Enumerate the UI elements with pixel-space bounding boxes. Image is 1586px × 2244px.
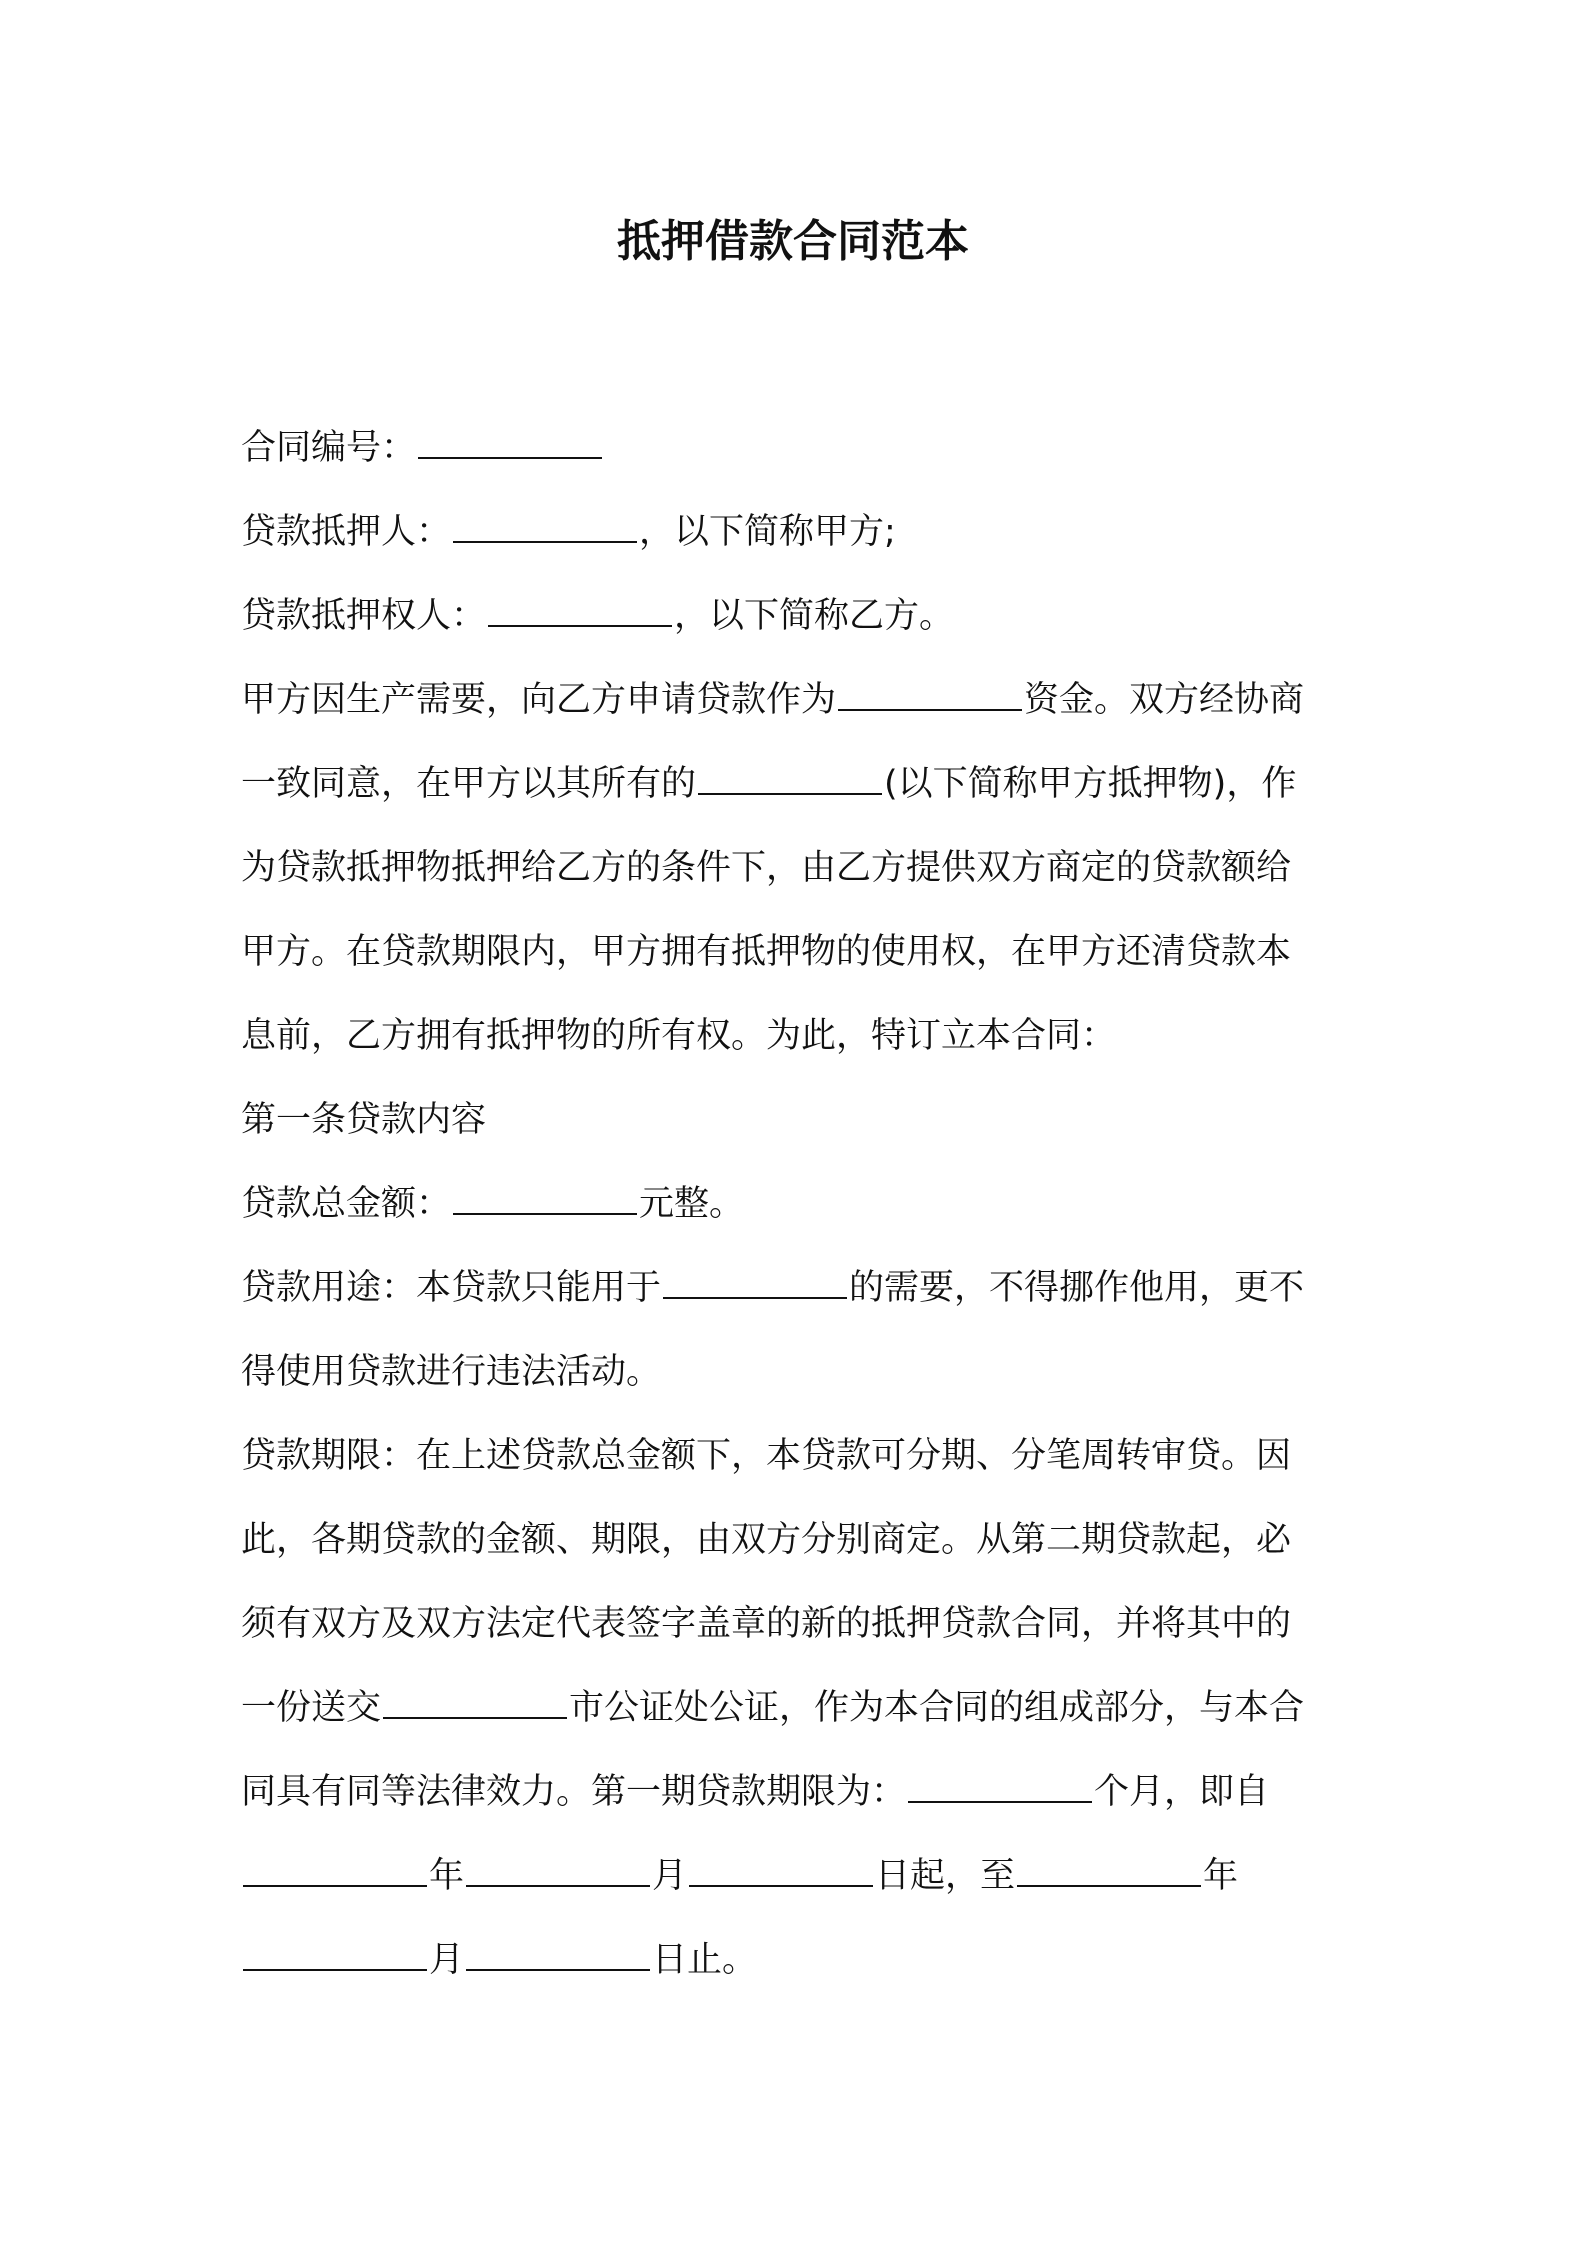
contract-line: [241, 658, 1356, 742]
contract-line: [241, 406, 1356, 490]
fill-in-blank: [383, 1687, 567, 1719]
fill-in-blank: [453, 1183, 637, 1215]
contract-text: 此，各期贷款的金额、期限，由双方分别商定。从第二期贷款起，必: [241, 1520, 1292, 1560]
fill-in-blank: [466, 1855, 650, 1887]
contract-text: 日止。: [652, 1940, 758, 1980]
contract-line: [241, 490, 1356, 574]
contract-text: 贷款用途：本贷款只能用于: [241, 1268, 662, 1308]
contract-text: 贷款总金额：: [241, 1184, 452, 1224]
contract-text: 个月，即自: [1094, 1772, 1270, 1812]
contract-line: [241, 1582, 1356, 1666]
contract-text: 第一条贷款内容: [241, 1100, 487, 1140]
contract-text: 合同编号：: [241, 428, 417, 468]
fill-in-blank: [418, 427, 602, 459]
contract-text: ，以下简称乙方。: [674, 596, 955, 636]
fill-in-blank: [689, 1855, 873, 1887]
contract-line: [241, 1918, 1356, 2002]
contract-line: [241, 826, 1356, 910]
fill-in-blank: [663, 1267, 847, 1299]
contract-text: 年: [1203, 1856, 1239, 1896]
contract-text: 为贷款抵押物抵押给乙方的条件下，由乙方提供双方商定的贷款额给: [241, 848, 1292, 888]
contract-line: [241, 1330, 1356, 1414]
fill-in-blank: [243, 1855, 427, 1887]
contract-text: (以下简称甲方抵押物)，作: [884, 764, 1297, 804]
contract-text: 一致同意，在甲方以其所有的: [241, 764, 697, 804]
contract-line: [241, 1834, 1356, 1918]
contract-line: [241, 994, 1356, 1078]
fill-in-blank: [908, 1771, 1092, 1803]
contract-text: 月: [429, 1940, 465, 1980]
contract-text: 甲方。在贷款期限内，甲方拥有抵押物的使用权，在甲方还清贷款本: [241, 932, 1292, 972]
document-body: [241, 406, 1356, 2002]
contract-text: 贷款抵押人：: [241, 512, 452, 552]
contract-text: 月: [652, 1856, 688, 1896]
contract-text: 的需要，不得挪作他用，更不: [849, 1268, 1305, 1308]
contract-line: [241, 1078, 1356, 1162]
contract-line: [241, 1162, 1356, 1246]
fill-in-blank: [1017, 1855, 1201, 1887]
contract-line: [241, 1666, 1356, 1750]
contract-text: 元整。: [639, 1184, 745, 1224]
fill-in-blank: [466, 1939, 650, 1971]
fill-in-blank: [453, 511, 637, 543]
fill-in-blank: [838, 679, 1022, 711]
contract-line: [241, 1246, 1356, 1330]
contract-text: 贷款期限：在上述贷款总金额下，本贷款可分期、分笔周转审贷。因: [241, 1436, 1292, 1476]
contract-text: 一份送交: [241, 1688, 382, 1728]
contract-text: 日起，至: [875, 1856, 1016, 1896]
contract-text: 贷款抵押权人：: [241, 596, 487, 636]
contract-line: [241, 1750, 1356, 1834]
contract-text: ，以下简称甲方;: [639, 512, 896, 552]
fill-in-blank: [488, 595, 672, 627]
contract-line: [241, 742, 1356, 826]
contract-text: 市公证处公证，作为本合同的组成部分，与本合: [569, 1688, 1305, 1728]
contract-text: 资金。双方经协商: [1024, 680, 1305, 720]
contract-text: 得使用贷款进行违法活动。: [241, 1352, 662, 1392]
contract-text: 甲方因生产需要，向乙方申请贷款作为: [241, 680, 837, 720]
contract-text: 须有双方及双方法定代表签字盖章的新的抵押贷款合同，并将其中的: [241, 1604, 1292, 1644]
contract-line: [241, 574, 1356, 658]
contract-line: [241, 1498, 1356, 1582]
document-title: 抵押借款合同范本: [617, 216, 969, 267]
fill-in-blank: [698, 763, 882, 795]
contract-line: [241, 1414, 1356, 1498]
contract-text: 同具有同等法律效力。第一期贷款期限为：: [241, 1772, 907, 1812]
fill-in-blank: [243, 1939, 427, 1971]
contract-text: 息前，乙方拥有抵押物的所有权。为此，特订立本合同：: [241, 1016, 1117, 1056]
contract-line: [241, 910, 1356, 994]
contract-text: 年: [429, 1856, 465, 1896]
